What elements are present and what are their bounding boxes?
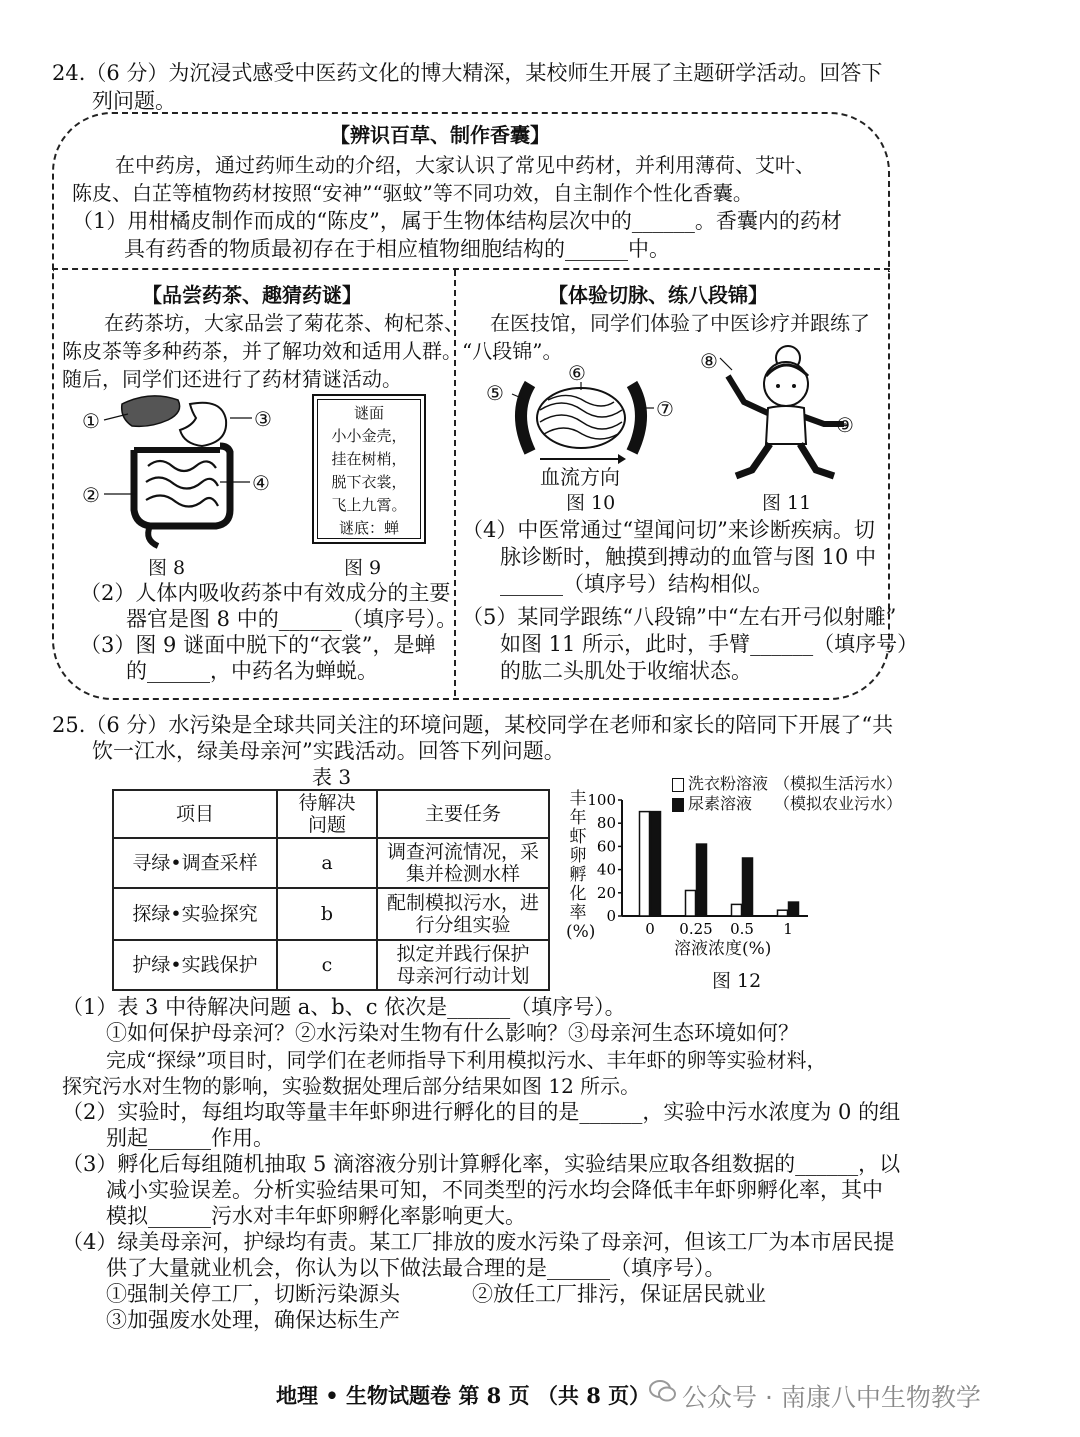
figure-9-riddle-box	[312, 394, 426, 544]
q25-question-4b: 供了大量就业机会，你认为以下做法最合理的是______（填序号）。	[106, 1256, 726, 1280]
fig10-flow-label: 血流方向	[540, 465, 620, 489]
fig8-label-1: ①	[82, 409, 100, 433]
chart-bar	[778, 910, 788, 916]
q25-question-3c: 模拟______污水对丰年虾卵孵化率影响更大。	[106, 1204, 526, 1228]
table-cell-task: 拟定并践行保护 母亲河行动计划	[377, 940, 549, 990]
table-3	[112, 789, 550, 991]
chart-y-tick-label: 60	[596, 837, 616, 856]
q25-question-2a: （2）实验时，每组均取等量丰年虾卵进行孵化的目的是______，实验中污水浓度为 0 的组	[62, 1100, 901, 1124]
chart-x-tick-label: 0	[645, 920, 655, 938]
q25-option-1: ①强制关停工厂，切断污染源头	[106, 1282, 400, 1306]
sec2-para-3: 随后，同学们还进行了药材猜谜活动。	[62, 367, 402, 391]
wechat-logo-icon	[648, 1376, 678, 1406]
table-row	[113, 888, 549, 940]
chart-y-tick-label: 0	[606, 907, 616, 925]
q25-option-2: ②放任工厂排污，保证居民就业	[472, 1282, 766, 1306]
legend-entry-detergent	[672, 774, 902, 794]
sec3-question-4a: （4）中医常通过“望闻问切”来诊断疾病。切	[462, 518, 875, 542]
chart-y-tick-label: 80	[596, 814, 616, 833]
legend-label-detergent: 洗衣粉溶液	[688, 774, 769, 793]
chart-bar	[732, 904, 742, 916]
table-cell-task: 调查河流情况，采 集并检测水样	[377, 838, 549, 888]
table-cell-problem: b	[277, 888, 377, 940]
table-header-problem: 待解决 问题	[277, 790, 377, 838]
sec3-question-5a: （5）某同学跟练“八段锦”中“左右开弓似射雕”	[462, 605, 897, 629]
q25-para-2: 探究污水对生物的影响，实验数据处理后部分结果如图 12 所示。	[62, 1074, 641, 1098]
chart-bar	[651, 812, 661, 916]
table-header-task: 主要任务	[377, 790, 549, 838]
sec1-para-1: 在中药房，通过药师生动的介绍，大家认识了常见中药材，并利用薄荷、艾叶、	[115, 153, 815, 177]
riddle-line-1: 小小金壳，	[331, 427, 407, 445]
chart-bar	[789, 902, 799, 916]
page-footer: 地理 • 生物试题卷 第 8 页 （共 8 页）	[276, 1383, 651, 1408]
chart-bar	[743, 858, 753, 916]
fig10-label-5: ⑤	[486, 381, 504, 405]
riddle-line-3: 脱下衣裳，	[331, 473, 407, 491]
figure-11-baduanjin-pose	[696, 340, 866, 490]
figure-9-caption: 图 9	[344, 557, 382, 579]
legend-entry-urea	[672, 794, 902, 814]
fig11-label-8: ⑧	[700, 349, 718, 373]
riddle-line-4: 飞上九霄。	[331, 496, 407, 514]
q25-intro-line2: 饮一江水，绿美母亲河”实践活动。回答下列问题。	[92, 739, 565, 763]
fig11-label-9: ⑨	[836, 413, 854, 437]
riddle-heading: 谜面	[353, 404, 384, 422]
table-cell-problem: a	[277, 838, 377, 888]
table-cell-problem: c	[277, 940, 377, 990]
fig8-label-2: ②	[82, 483, 100, 507]
q25-question-3b: 减小实验误差。分析实验结果可知，不同类型的污水均会降低丰年虾卵孵化率，其中	[106, 1178, 883, 1202]
q25-intro-line1: 25.（6 分）水污染是全球共同关注的环境问题，某校同学在老师和家长的陪同下开展了“共	[52, 713, 894, 737]
q25-option-3: ③加强废水处理，确保达标生产	[106, 1308, 400, 1332]
sec3-para-2: “八段锦”。	[462, 339, 563, 363]
sec2-question-3a: （3）图 9 谜面中脱下的“衣裳”，是蝉	[80, 633, 436, 657]
table-header-project: 项目	[113, 790, 277, 838]
table-cell-task: 配制模拟污水，进 行分组实验	[377, 888, 549, 940]
chart-legend	[672, 774, 902, 814]
sec1-question-1a: （1）用柑橘皮制作而成的“陈皮”，属于生物体结构层次中的______。香囊内的药材	[72, 209, 842, 233]
table-cell-project: 护绿•实践保护	[113, 940, 277, 990]
figure-12-caption: 图 12	[712, 970, 762, 992]
chart-x-tick-label: 1	[783, 920, 793, 938]
legend-note-detergent: （模拟生活污水）	[774, 774, 903, 793]
figure-8-digestive-system	[80, 390, 280, 550]
riddle-line-2: 挂在树梢，	[331, 450, 407, 468]
chart-x-tick-label: 0.25	[679, 920, 713, 938]
sec1-title: 【辨识百草、制作香囊】	[330, 123, 550, 147]
chart-y-tick-label: 40	[596, 860, 616, 879]
watermark: 公众号 · 南康八中生物教学	[682, 1383, 981, 1412]
fig10-label-6: ⑥	[568, 361, 586, 385]
chart-bar	[640, 812, 650, 916]
sec2-question-2a: （2）人体内吸收药茶中有效成分的主要	[80, 581, 451, 605]
table-cell-project: 寻绿•调查采样	[113, 838, 277, 888]
sec3-question-5b: 如图 11 所示，此时，手臂______（填序号）	[500, 632, 919, 656]
sec2-para-1: 在药茶坊，大家品尝了菊花茶、枸杞茶、	[104, 311, 464, 335]
sec3-question-4b: 脉诊断时，触摸到搏动的血管与图 10 中	[500, 545, 877, 569]
chart-bar	[686, 890, 696, 916]
sec3-question-4c: ______（填序号）结构相似。	[500, 572, 773, 596]
chart-y-tick-label: 20	[596, 883, 616, 902]
legend-note-urea: （模拟农业污水）	[774, 794, 903, 813]
q25-question-3a: （3）孵化后每组随机抽取 5 滴溶液分别计算孵化率，实验结果应取各组数据的______，以	[62, 1152, 901, 1176]
sec2-para-2: 陈皮茶等多种药茶，并了解功效和适用人群。	[62, 339, 462, 363]
legend-white-square-icon	[672, 778, 684, 792]
sec3-question-5c: 的肱二头肌处于收缩状态。	[500, 659, 752, 683]
legend-black-square-icon	[672, 798, 684, 812]
sec3-title: 【体验切脉、练八段锦】	[548, 283, 768, 307]
sec3-para-1: 在医技馆，同学们体验了中医诊疗并跟练了	[490, 311, 870, 335]
sec2-question-2b: 器官是图 8 中的______（填序号）。	[126, 607, 458, 631]
fig8-label-3: ③	[254, 407, 272, 431]
table-header-row	[113, 790, 549, 838]
table-3-caption: 表 3	[312, 765, 352, 789]
riddle-answer: 谜底：蝉	[338, 519, 399, 537]
chart-x-axis-label: 溶液浓度(%)	[674, 939, 772, 959]
table-row	[113, 838, 549, 888]
table-cell-project: 探绿•实验探究	[113, 888, 277, 940]
q25-question-1b: ①如何保护母亲河？②水污染对生物有什么影响？③母亲河生态环境如何？	[106, 1021, 799, 1045]
sec2-question-3b: 的______，中药名为蝉蜕。	[126, 659, 378, 683]
figure-10-caption: 图 10	[566, 492, 616, 514]
q25-question-4a: （4）绿美母亲河，护绿均有责。某工厂排放的废水污染了母亲河，但该工厂为本市居民提	[62, 1230, 895, 1254]
q25-question-2b: 别起______作用。	[106, 1126, 274, 1150]
q24-intro-line2: 列问题。	[92, 89, 176, 113]
chart-x-tick-label: 0.5	[730, 920, 754, 938]
fig8-label-4: ④	[252, 471, 270, 495]
sec1-para-2: 陈皮、白芷等植物药材按照“安神”“驱蚊”等不同功效，自主制作个性化香囊。	[72, 181, 753, 205]
chart-y-tick-label: 100	[587, 791, 616, 809]
chart-bar	[697, 844, 707, 916]
sec2-title: 【品尝药茶、趣猜药谜】	[142, 283, 362, 307]
q25-para-1: 完成“探绿”项目时，同学们在老师指导下利用模拟污水、丰年虾的卵等实验材料，	[106, 1048, 827, 1072]
q25-question-1a: （1）表 3 中待解决问题 a、b、c 依次是______（填序号）。	[62, 995, 626, 1019]
figure-11-caption: 图 11	[762, 492, 812, 514]
table-row	[113, 940, 549, 990]
fig10-label-7: ⑦	[656, 397, 674, 421]
sec1-question-1b: 具有药香的物质最初存在于相应植物细胞结构的______中。	[124, 237, 670, 261]
q24-intro-line1: 24.（6 分）为沉浸式感受中医药文化的博大精深，某校师生开展了主题研学活动。回答下	[52, 61, 883, 85]
figure-8-caption: 图 8	[148, 557, 186, 579]
chart-y-axis-label: 丰年虾卵孵化率 (%)	[566, 789, 596, 942]
legend-label-urea: 尿素溶液	[688, 794, 753, 813]
